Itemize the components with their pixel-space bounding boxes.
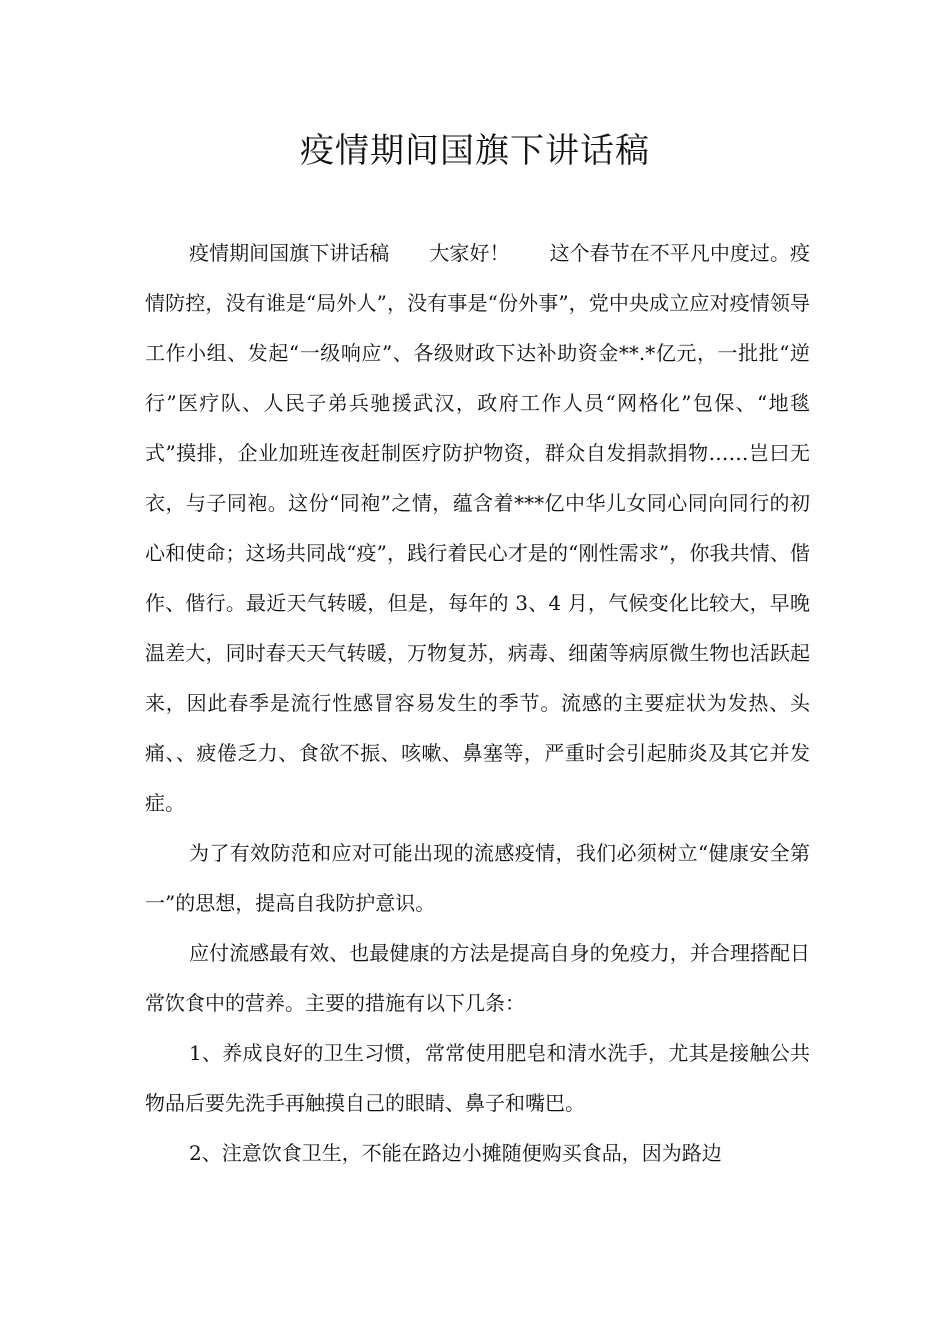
paragraph-immunity: 应付流感最有效、也最健康的方法是提高自身的免疫力，并合理搭配日常饮食中的营养。主要的措施有以下几条： xyxy=(145,941,810,1015)
document-title: 疫情期间国旗下讲话稿 xyxy=(300,131,650,171)
paragraph-measure-2: 2、注意饮食卫生，不能在路边小摊随便购买食品，因为路边 xyxy=(189,1141,722,1165)
paragraph-intro: 疫情期间国旗下讲话稿 大家好！ 这个春节在不平凡中度过。疫情防控，没有谁是“局外人”，没有事是“份外事”，党中央成立应对疫情领导工作小组、发起“一级响应”、各级财政下达补助资金**.*亿元，一批批“逆行”医疗队、人民子弟兵驰援武汉，政府工作人员“网格化”包保、“地毯式”摸排，企业加班连夜赶制医疗防护物资，群众自发捐款捐物……岂曰无衣，与子同袍。这份“同袍”之情，蕴含着***亿中华儿女同心同向同行的初心和使命；这场共同战“疫”，践行着民心才是的“刚性需求”，你我共情、偕作、偕行。最近天气转暖，但是，每年的 3、4 月，气候变化比较大，早晚温差大，同时春天天气转暖，万物复苏，病毒、细菌等病原微生物也活跃起来，因此春季是流行性感冒容易发生的季节。流感的主要症状为发热、头痛、、疲倦乏力、食欲不振、咳嗽、鼻塞等，严重时会引起肺炎及其它并发症。 xyxy=(145,241,810,815)
document-body xyxy=(145,228,810,1178)
paragraph-prevention: 为了有效防范和应对可能出现的流感疫情，我们必须树立“健康安全第一”的思想，提高自我防护意识。 xyxy=(145,841,810,915)
paragraph-measure-1: 1、养成良好的卫生习惯，常常使用肥皂和清水洗手，尤其是接触公共物品后要先洗手再触摸自己的眼睛、鼻子和嘴巴。 xyxy=(145,1041,810,1115)
